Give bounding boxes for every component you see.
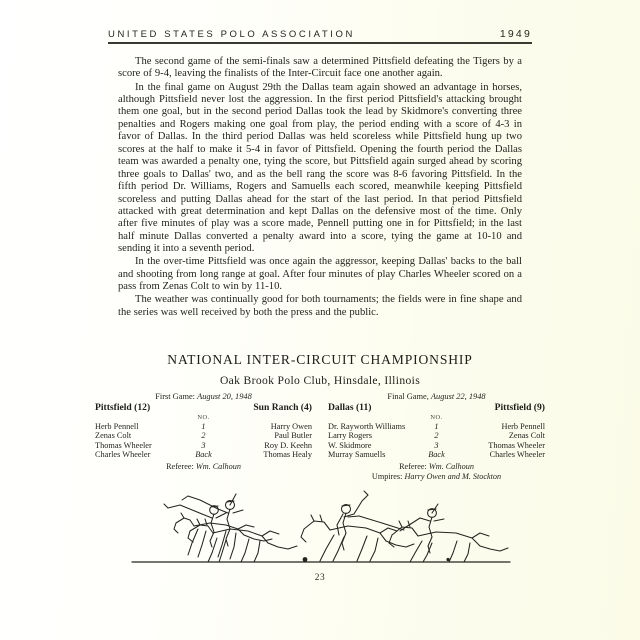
game-label-date: August 20, 1948: [197, 392, 252, 401]
player-row: [95, 431, 312, 441]
number-column-header: NO.: [430, 414, 443, 421]
lineup-first-game: [95, 392, 312, 482]
team-header-row: [328, 402, 545, 413]
player-row: [95, 450, 312, 460]
away-player-name: Thomas Wheeler: [488, 440, 545, 450]
game-label: [328, 392, 545, 401]
mallet-three-head: [364, 491, 368, 495]
home-player-name: Zenas Colt: [95, 431, 132, 441]
polo-ball-secondary: [446, 558, 449, 561]
home-player-name: Murray Samuells: [328, 450, 386, 460]
page-number: 23: [314, 573, 326, 583]
lineup-final-game: [328, 392, 545, 482]
home-player-name: W. Skidmore: [328, 440, 372, 450]
section-heading: NATIONAL INTER-CIRCUIT CHAMPIONSHIP: [167, 352, 473, 367]
player-row: [95, 441, 312, 451]
mallet-one-head: [164, 504, 168, 508]
home-player-name: Thomas Wheeler: [95, 440, 152, 450]
game-label-date: August 22, 1948: [430, 392, 486, 401]
official-line: [328, 472, 545, 482]
mallet-three-upper: [354, 495, 368, 514]
running-head-title: UNITED STATES POLO ASSOCIATION: [108, 29, 355, 40]
game-label-prefix: Final Game,: [387, 392, 429, 401]
away-player-name: Herb Pennell: [501, 421, 545, 431]
horse-middle: [301, 515, 414, 561]
running-head-rule: [108, 42, 532, 44]
home-team-name: Pittsfield (12): [95, 402, 151, 413]
section-subheading: Oak Brook Polo Club, Hinsdale, Illinois: [219, 374, 421, 387]
officials-block: [95, 462, 312, 472]
team-header-row: [95, 402, 312, 413]
home-player-name: Larry Rogers: [328, 431, 373, 441]
away-player-name: Paul Butler: [274, 431, 312, 441]
home-player-name: Dr. Rayworth Williams: [328, 421, 406, 431]
home-team-name: Dallas (11): [328, 402, 372, 413]
official-names: Wm. Calhoun: [428, 462, 474, 472]
player-row: [328, 450, 545, 460]
mallet-two-head: [182, 496, 188, 500]
official-names: Harry Owen and M. Stockton: [404, 472, 502, 482]
game-label-prefix: First Game:: [155, 392, 195, 401]
official-line: [95, 462, 312, 472]
player-number: 2: [434, 431, 439, 441]
mallet-one: [168, 505, 202, 514]
player-number: Back: [428, 450, 445, 460]
player-number: 2: [201, 431, 206, 441]
number-column-header: NO.: [197, 414, 210, 421]
body-paragraph: The second game of the semi-finals saw a determined Pittsfield defeating the Tigers by a score of 9-4, leaving the finalists of the Inter-Circuit face one another again.: [118, 56, 522, 80]
player-number: 3: [434, 440, 439, 450]
away-player-name: Harry Owen: [270, 421, 312, 431]
official-label: Referee:: [399, 462, 427, 472]
home-player-name: Herb Pennell: [95, 421, 139, 431]
away-team-name: Pittsfield (9): [494, 402, 545, 413]
player-number: 1: [201, 421, 206, 431]
body-paragraph: In the final game on August 29th the Dallas team again showed an advantage in horses, although Pittsfield never lost the aggression. In the first period Pittsfield's attacking brought them one goal, but in the second period Dallas took the lead by Skidmore's converting three penalties and Rogers making one goal from play, the period ending with a score of 4-3 in favor of Dallas. In the third period Dallas was held scoreless while Pittsfield hung up two scores at the half to make it 5-4 in favor of Pittsfield. Opening the fourth period the Dallas team was awarded a penalty one, tying the score, but Pittsfield again surged ahead by scoring three goals to Dallas' two, and as the bell rang the score was 8-6 favoring Pittsfield. In the fifth period Dr. Williams, Rogers and Samuells each scored, meanwhile keeping Pittsfield scoreless and putting Dallas ahead for the start of the last period. In that period Pittsfield attacked with great determination and kept Dallas on the defensive most of the time. Only after five minutes of play was a score made, Pennell putting one in for Pittsfield; in the last half minute Dallas converted a penalty award into a score, tying the game at 10-10 and sending it into a seventh period.: [118, 81, 522, 255]
official-label: Referee:: [166, 462, 194, 472]
away-player-name: Roy D. Keehn: [264, 440, 312, 450]
mallet-two-shaft-upper: [230, 494, 236, 505]
body-paragraph: In the over-time Pittsfield was once again the aggressor, keeping Dallas' backs to the ball and shooting from long range at goal. After four minutes of play Charles Wheeler scored on a pass from Zenas Colt to win by 11-10.: [118, 256, 522, 293]
lineups-container: [95, 392, 545, 482]
mallet-four: [400, 518, 420, 531]
player-number: 3: [201, 440, 206, 450]
running-head-row: [108, 28, 532, 40]
official-names: Wm. Calhoun: [195, 462, 241, 472]
horse-right: [389, 521, 508, 562]
rider-one: [202, 506, 226, 547]
away-team-name: Sun Ranch (4): [253, 402, 312, 413]
running-head-year: 1949: [499, 28, 532, 40]
polo-illustration-svg: [118, 483, 522, 571]
player-row: [328, 441, 545, 451]
player-row: [95, 422, 312, 432]
body-copy: [118, 56, 522, 320]
player-row: [328, 431, 545, 441]
horse-front-left: [188, 519, 297, 562]
home-player-name: Charles Wheeler: [95, 450, 151, 460]
officials-block: [328, 462, 545, 482]
running-head: [108, 28, 532, 44]
polo-ball: [303, 557, 308, 562]
official-line: [328, 462, 545, 472]
body-paragraph: The weather was continually good for both tournaments; the fields were in fine shape and the series was well received by both the press and the public.: [118, 294, 522, 318]
away-player-name: Charles Wheeler: [489, 450, 545, 460]
official-label: Umpires:: [371, 472, 403, 482]
mallet-two: [188, 496, 218, 509]
away-player-name: Zenas Colt: [508, 431, 545, 441]
rider-two: [218, 501, 243, 547]
player-number: Back: [195, 450, 212, 460]
rider-four: [420, 509, 444, 553]
player-row: [328, 422, 545, 432]
game-label: [95, 392, 312, 401]
polo-illustration: [118, 483, 522, 571]
player-number: 1: [434, 421, 439, 431]
away-player-name: Thomas Healy: [263, 450, 312, 460]
